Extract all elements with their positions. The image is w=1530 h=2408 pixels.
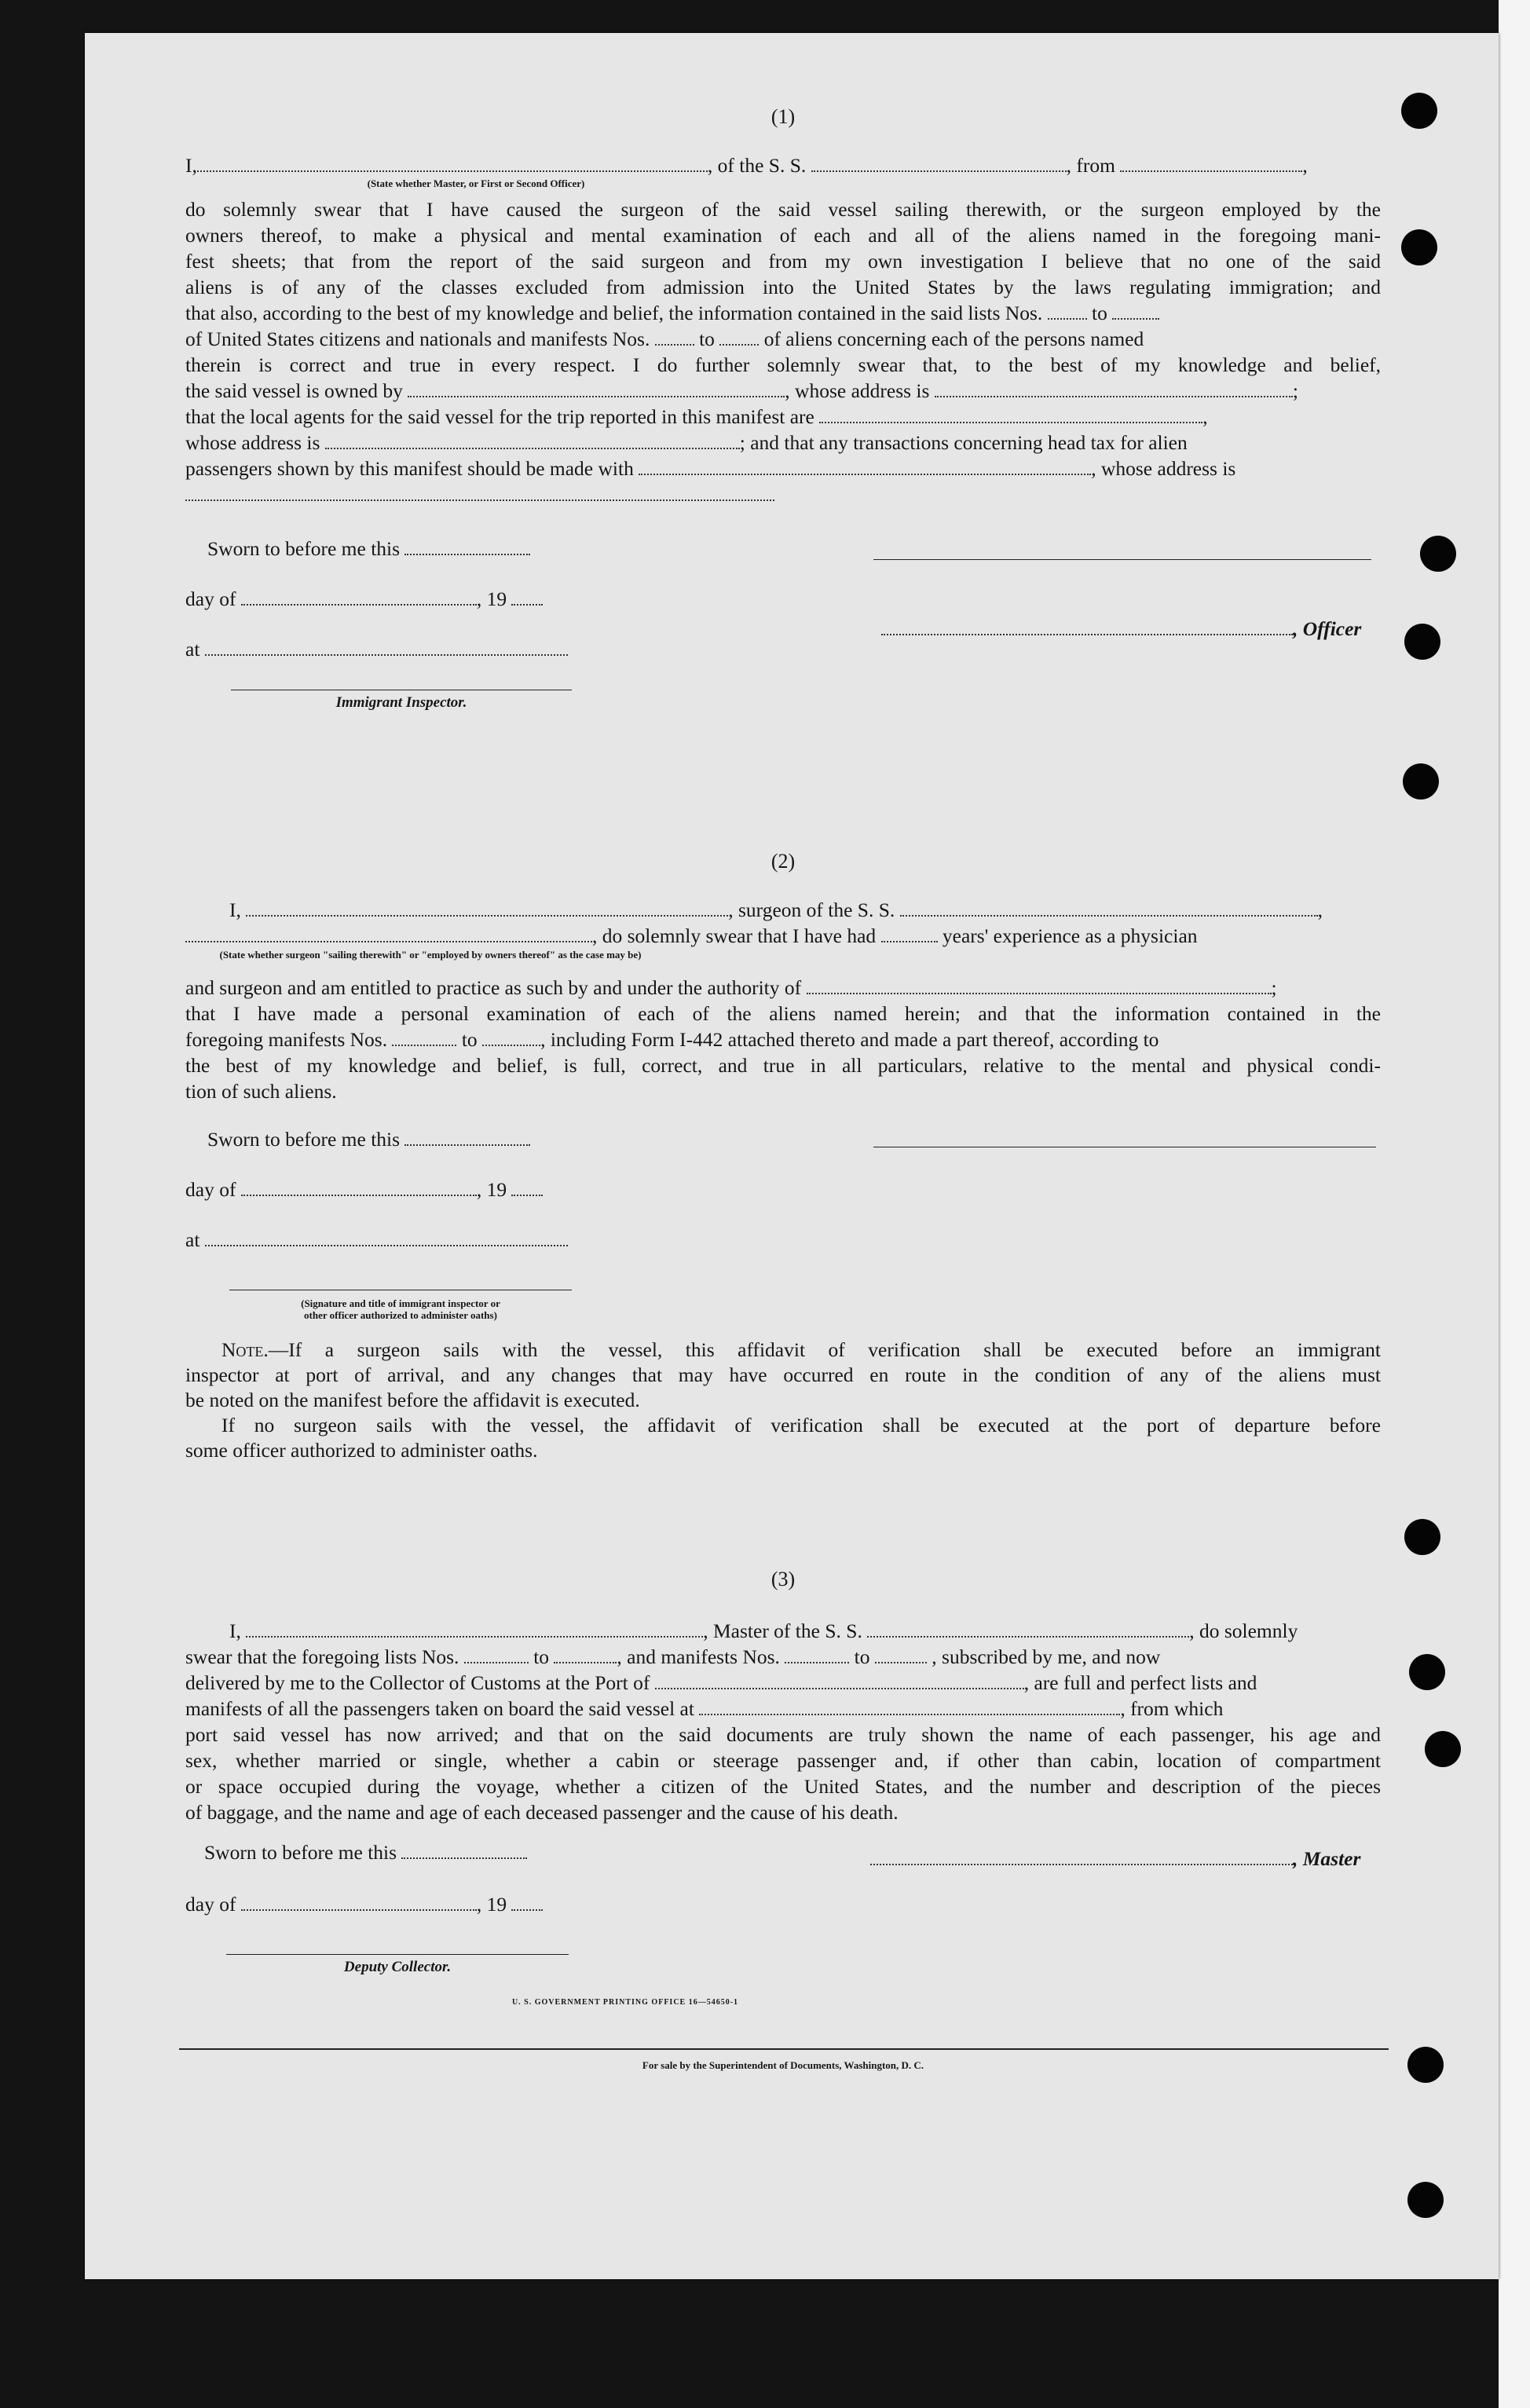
year-blank[interactable]	[511, 590, 543, 606]
manifest-from-blank[interactable]	[655, 330, 694, 346]
text-segment: , including Form I-442 attached thereto and made a part thereof, according to	[540, 1028, 1159, 1051]
section1-text-line: fest sheets; that from the report of the said surgeon and from my own investigation I believe that no one of the said	[185, 250, 1381, 273]
sworn-line	[204, 1839, 597, 1865]
section2-authority-line	[185, 975, 1381, 1001]
year-blank[interactable]	[511, 1895, 543, 1911]
surgeon-status-blank[interactable]	[185, 927, 592, 942]
sworn-line	[207, 536, 600, 562]
manifest-to-blank[interactable]	[875, 1648, 927, 1663]
list-from-blank[interactable]	[464, 1648, 529, 1663]
section2-text-line: the best of my knowledge and belief, is full, correct, and true in all particulars, relative to the mental and physical condi-	[185, 1054, 1381, 1077]
note-text: —If a surgeon sails with the vessel, this affidavit of verification shall be executed before an immigrant	[268, 1338, 1381, 1361]
year-label: , 19	[476, 1178, 507, 1201]
punctuation: ;	[1292, 379, 1298, 402]
text-segment: ; and that any transactions concerning head tax for alien	[739, 431, 1188, 454]
punch-hole	[1404, 624, 1440, 660]
punctuation: ;	[1271, 976, 1277, 999]
agents-blank[interactable]	[819, 408, 1202, 423]
section1-address-line	[185, 481, 1381, 507]
section3-text-line: of baggage, and the name and age of each deceased passenger and the cause of his death.	[185, 1801, 899, 1824]
section2-text-line: tion of such aliens.	[185, 1080, 337, 1103]
port-blank[interactable]	[1120, 156, 1302, 172]
rank-blank[interactable]	[197, 156, 708, 172]
inspector-caption: Immigrant Inspector.	[335, 694, 467, 711]
text-segment: whose address is	[185, 431, 320, 454]
port-blank[interactable]	[655, 1674, 1024, 1689]
date-line	[185, 1891, 625, 1917]
note-line: If no surgeon sails with the vessel, the affidavit of verification shall be executed at the port of departure before	[221, 1414, 1381, 1436]
punch-hole	[1401, 93, 1437, 129]
footer-text: For sale by the Superintendent of Documents, Washington, D. C.	[642, 2059, 924, 2071]
note-line: inspector at port of arrival, and any changes that may have occurred en route in the condition of any of the aliens must	[185, 1363, 1381, 1386]
section1-text-line: aliens is of any of the classes excluded from admission into the United States by the laws regulating immigration; and	[185, 276, 1381, 298]
field-note: (State whether surgeon "sailing therewith" or "employed by owners thereof" as the case may be)	[219, 949, 642, 961]
manifest-from-blank[interactable]	[392, 1030, 456, 1046]
manifest-from-blank[interactable]	[785, 1648, 849, 1663]
signature-line[interactable]	[873, 559, 1371, 560]
note-line	[221, 1337, 1381, 1363]
text-segment: , subscribed by me, and now	[932, 1645, 1161, 1668]
date-line	[185, 586, 625, 612]
section2-line2	[185, 923, 1381, 949]
punctuation: ,	[1202, 405, 1208, 428]
pronoun-label: I,	[185, 154, 197, 177]
at-place-blank[interactable]	[205, 1231, 568, 1246]
master-signature-blank[interactable]	[870, 1850, 1293, 1865]
punch-hole	[1407, 2047, 1444, 2083]
master-name-blank[interactable]	[246, 1622, 703, 1638]
text-segment: of aliens concerning each of the persons named	[763, 328, 1144, 350]
print-info: U. S. GOVERNMENT PRINTING OFFICE 16—54650-1	[511, 1998, 739, 2007]
list-to-blank[interactable]	[1112, 304, 1159, 320]
at-label: at	[185, 638, 200, 661]
owner-blank[interactable]	[408, 382, 785, 397]
field-note: (State whether Master, or First or Second Officer)	[367, 177, 585, 189]
sworn-day-blank[interactable]	[404, 1130, 530, 1146]
note-label: Note.	[221, 1338, 269, 1361]
punctuation: ,	[1317, 898, 1323, 921]
section-number: (1)	[770, 105, 796, 128]
punch-hole	[1420, 536, 1456, 572]
scan-edge	[1499, 0, 1530, 2408]
punch-hole	[1407, 2182, 1444, 2218]
master-label: , Master of the S. S.	[703, 1619, 862, 1642]
section2-text-line: that I have made a personal examination of each of the aliens named herein; and that the information contained in the	[185, 1002, 1381, 1025]
text-segment: swear that the foregoing lists Nos.	[185, 1645, 459, 1668]
section2-manifests-line	[185, 1027, 1381, 1052]
agents-address-blank[interactable]	[325, 434, 740, 449]
to-label: to	[854, 1645, 870, 1668]
text-segment: that the local agents for the said vessel for the trip reported in this manifest are	[185, 405, 814, 428]
section1-text-line: therein is correct and true in every respect. I do further solemnly swear that, to the best of my knowledge and belief,	[185, 353, 1381, 376]
at-line	[185, 636, 625, 662]
punctuation: ,	[1302, 154, 1308, 177]
list-to-blank[interactable]	[554, 1648, 617, 1663]
month-blank[interactable]	[241, 1180, 477, 1196]
section3-line1	[229, 1618, 1381, 1644]
signature-note: (Signature and title of immigrant inspector or	[301, 1297, 500, 1309]
headtax-address-blank[interactable]	[185, 485, 774, 501]
officer-label: , Officer	[1293, 617, 1362, 640]
to-label: to	[533, 1645, 550, 1668]
sworn-label: Sworn to before me this	[207, 1128, 401, 1151]
pronoun-label: I,	[229, 1619, 241, 1642]
section2-line1	[229, 897, 1381, 923]
text-segment: , whose address is	[1091, 457, 1236, 480]
years-blank[interactable]	[881, 927, 938, 942]
footer-rule	[179, 2048, 1389, 2050]
text-segment: delivered by me to the Collector of Customs at the Port of	[185, 1671, 650, 1694]
section1-text-line: owners thereof, to make a physical and mental examination of each and all of the aliens named in the foregoing mani-	[185, 224, 1381, 247]
sworn-day-blank[interactable]	[404, 540, 530, 555]
year-label: , 19	[476, 587, 507, 610]
section1-lists-line	[185, 300, 1381, 326]
surgeon-label: , surgeon of the S. S.	[728, 898, 895, 921]
surgeon-name-blank[interactable]	[246, 901, 728, 917]
section1-text-line: do solemnly swear that I have caused the surgeon of the said vessel sailing therewith, or the surgeon employed by the	[185, 198, 1381, 221]
text-segment: passengers shown by this manifest should be made with	[185, 457, 634, 480]
manifest-to-blank[interactable]	[482, 1030, 540, 1046]
sworn-day-blank[interactable]	[401, 1843, 527, 1859]
sworn-label: Sworn to before me this	[207, 537, 401, 560]
text-segment: years' experience as a physician	[942, 924, 1198, 947]
punch-hole	[1409, 1654, 1445, 1690]
section1-headtax-line	[185, 456, 1381, 481]
to-label: to	[461, 1028, 478, 1051]
master-vessel-blank[interactable]	[867, 1622, 1189, 1638]
year-blank[interactable]	[511, 1180, 543, 1196]
year-label: , 19	[476, 1893, 507, 1916]
signature-note: other officer authorized to administer oaths)	[304, 1309, 497, 1321]
vessel-label: , of the S. S.	[707, 154, 807, 177]
section3-text-line: port said vessel has now arrived; and that on the said documents are truly shown the name of each passenger, his age and	[185, 1723, 1381, 1746]
month-blank[interactable]	[241, 590, 477, 606]
punch-hole	[1404, 1519, 1440, 1555]
punch-hole	[1401, 229, 1437, 265]
at-line	[185, 1227, 625, 1253]
text-segment: foregoing manifests Nos.	[185, 1028, 388, 1051]
note-line: be noted on the manifest before the affidavit is executed.	[185, 1389, 640, 1411]
owner-address-blank[interactable]	[935, 382, 1293, 397]
from-label: , from	[1066, 154, 1115, 177]
vessel-blank[interactable]	[811, 156, 1067, 172]
section3-line2	[185, 1644, 1381, 1670]
text-segment: of United States citizens and nationals and manifests Nos.	[185, 328, 650, 350]
document-page	[85, 33, 1499, 2279]
pronoun-label: I,	[229, 898, 241, 921]
collector-caption: Deputy Collector.	[343, 1959, 452, 1975]
month-blank[interactable]	[241, 1895, 477, 1911]
section1-line1	[185, 152, 1381, 178]
note-line: some officer authorized to administer oaths.	[185, 1439, 538, 1462]
collector-signature-line[interactable]	[226, 1954, 569, 1955]
text-segment: and surgeon and am entitled to practice as such by and under the authority of	[185, 976, 802, 999]
to-label: to	[699, 328, 715, 350]
at-label: at	[185, 1228, 200, 1251]
section3-line4	[185, 1696, 1381, 1722]
section1-agents-address-line	[185, 430, 1381, 456]
officer-line	[881, 616, 1381, 642]
section1-agents-line	[185, 404, 1381, 430]
text-segment: that also, according to the best of my knowledge and belief, the information contained in the said lists Nos.	[185, 302, 1043, 324]
section-number: (3)	[770, 1568, 796, 1590]
day-of-label: day of	[185, 1178, 236, 1201]
to-label: to	[1092, 302, 1107, 324]
punch-hole	[1425, 1731, 1461, 1767]
text-segment: , are full and perfect lists and	[1023, 1671, 1257, 1694]
section-number: (2)	[770, 850, 796, 873]
day-of-label: day of	[185, 1893, 236, 1916]
list-from-blank[interactable]	[1048, 304, 1087, 320]
text-segment: , do solemnly swear that I have had	[592, 924, 877, 947]
surgeon-vessel-blank[interactable]	[900, 901, 1318, 917]
text-segment: , whose address is	[785, 379, 930, 402]
master-sign-label: , Master	[1293, 1847, 1361, 1870]
manifest-to-blank[interactable]	[719, 330, 759, 346]
authority-blank[interactable]	[807, 979, 1272, 994]
punch-hole	[1403, 763, 1439, 800]
at-place-blank[interactable]	[205, 640, 568, 656]
section1-owner-line	[185, 378, 1381, 404]
text-segment: , do solemnly	[1189, 1619, 1298, 1642]
date-line	[185, 1177, 625, 1202]
day-of-label: day of	[185, 587, 236, 610]
section3-line3	[185, 1670, 1381, 1696]
section3-text-line: sex, whether married or single, whether a cabin or steerage passenger and, if other than cabin, location of compartment	[185, 1749, 1381, 1772]
text-segment: the said vessel is owned by	[185, 379, 403, 402]
section3-text-line: or space occupied during the voyage, whether a citizen of the United States, and the number and description of the pieces	[185, 1775, 1381, 1798]
headtax-contact-blank[interactable]	[639, 459, 1091, 475]
sworn-line	[207, 1126, 600, 1152]
text-segment: , from which	[1120, 1697, 1224, 1720]
text-segment: , and manifests Nos.	[617, 1645, 780, 1668]
section1-manifests-line	[185, 326, 1381, 352]
master-signature-line	[870, 1846, 1381, 1872]
sworn-label: Sworn to before me this	[204, 1841, 397, 1864]
departure-port-blank[interactable]	[699, 1700, 1120, 1715]
text-segment: manifests of all the passengers taken on board the said vessel at	[185, 1697, 694, 1720]
officer-signature-blank[interactable]	[881, 620, 1293, 635]
